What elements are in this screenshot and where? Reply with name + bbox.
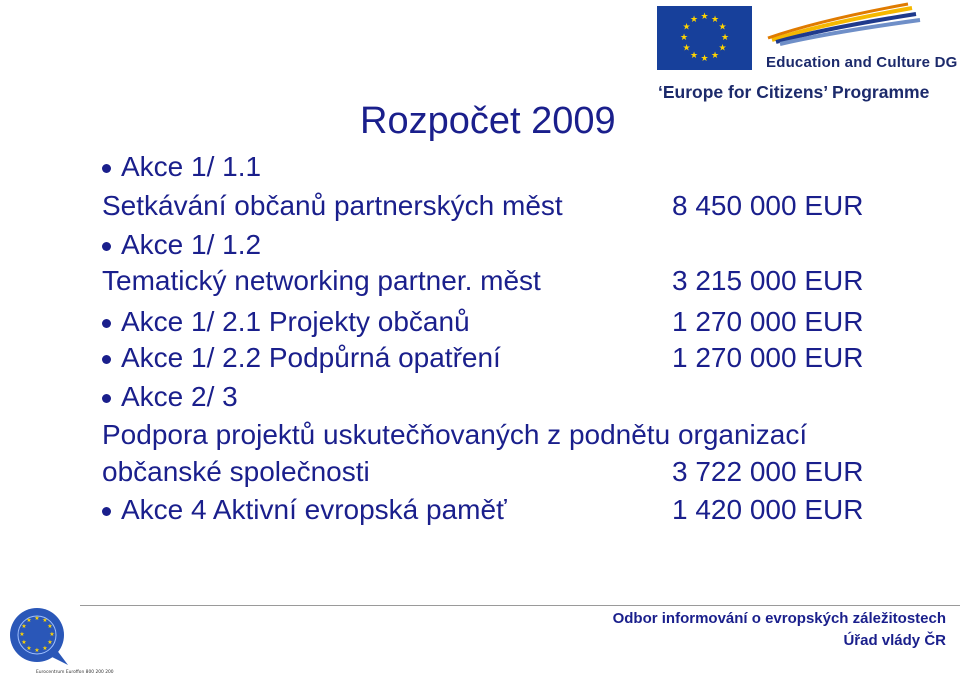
list-item	[102, 189, 563, 223]
dg-name: Education and Culture DG	[766, 54, 958, 71]
svg-text:★: ★	[21, 623, 27, 630]
item-amount: 1 270 000 EUR	[672, 306, 864, 337]
svg-text:★: ★	[42, 645, 48, 652]
svg-text:★: ★	[700, 12, 709, 22]
education-culture-logo	[762, 6, 924, 46]
page-title: Rozpočet 2009	[360, 100, 616, 142]
list-item	[121, 380, 238, 414]
svg-text:★: ★	[26, 617, 32, 624]
item-label: občanské společnosti	[102, 456, 370, 487]
item-amount: 1 270 000 EUR	[672, 342, 864, 373]
svg-text:★: ★	[42, 617, 48, 624]
list-item	[121, 493, 507, 527]
list-item	[121, 341, 501, 375]
item-label: Setkávání občanů partnerských měst	[102, 190, 563, 221]
svg-text:★: ★	[720, 33, 730, 43]
svg-text:★: ★	[710, 51, 720, 61]
list-item	[121, 150, 261, 184]
svg-text:★: ★	[679, 33, 689, 43]
footer-government: Úřad vlády ČR	[843, 632, 946, 649]
svg-text:★: ★	[689, 51, 699, 61]
list-item	[102, 455, 370, 489]
svg-text:★: ★	[682, 43, 691, 54]
svg-text:★: ★	[700, 54, 709, 64]
footer-divider	[80, 605, 960, 606]
svg-text:★: ★	[49, 631, 55, 638]
svg-text:★: ★	[47, 623, 53, 630]
item-label: Podpora projektů uskutečňovaných z podnětu organizací	[102, 419, 808, 450]
svg-text:★: ★	[682, 22, 691, 33]
svg-text:★: ★	[26, 645, 32, 652]
item-label: Tematický networking partner. měst	[102, 265, 541, 296]
item-amount: 3 215 000 EUR	[672, 265, 864, 296]
item-label: Akce 2/ 3	[121, 381, 238, 412]
item-label: Akce 1/ 2.1 Projekty občanů	[121, 306, 470, 337]
item-label: Akce 1/ 2.2 Podpůrná opatření	[121, 342, 501, 373]
svg-text:★: ★	[47, 639, 53, 646]
eurocentrum-logo	[4, 603, 114, 687]
eu-flag-logo	[657, 6, 752, 70]
svg-text:★: ★	[718, 43, 727, 54]
logo-caption: Eurocentrum Euroffon 800 200 200	[36, 670, 114, 675]
list-item	[102, 418, 807, 452]
footer-office: Odbor informování o evropských záležitostech	[612, 610, 946, 627]
list-item	[102, 264, 541, 298]
item-label: Akce 4 Aktivní evropská paměť	[121, 494, 507, 525]
svg-text:★: ★	[21, 639, 27, 646]
svg-text:★: ★	[34, 647, 40, 654]
item-label: Akce 1/ 1.2	[121, 229, 262, 260]
svg-text:★: ★	[710, 15, 720, 25]
list-item	[121, 305, 470, 339]
svg-text:★: ★	[34, 615, 40, 622]
item-label: Akce 1/ 1.1	[121, 151, 262, 182]
programme-name: ‘Europe for Citizens’ Programme	[658, 82, 930, 102]
item-amount: 1 420 000 EUR	[672, 494, 864, 525]
list-item	[121, 228, 261, 262]
item-amount: 3 722 000 EUR	[672, 456, 864, 487]
item-amount: 8 450 000 EUR	[672, 190, 864, 221]
svg-text:★: ★	[718, 22, 727, 33]
svg-text:★: ★	[19, 631, 25, 638]
svg-text:★: ★	[689, 15, 699, 25]
